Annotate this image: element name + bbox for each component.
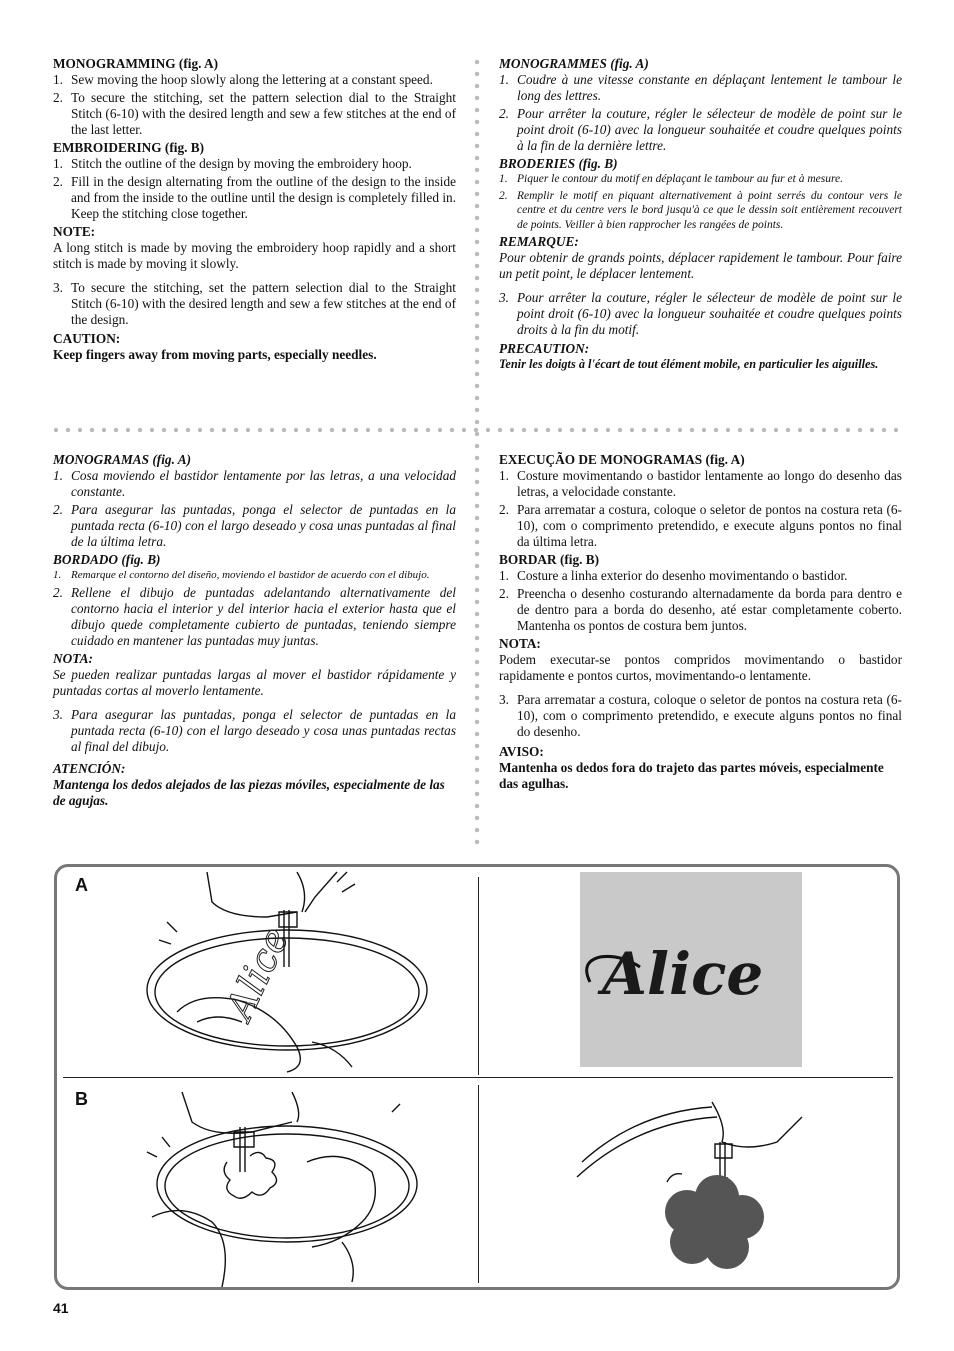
figure-horizontal-divider	[63, 1077, 893, 1078]
list-item: 2. Pour arrêter la couture, régler le sélecteur de modèle de point sur le point droit (6-10) avec la longueur souhaitée et coudre quelques points à la fin de la dernière lettre.	[499, 106, 902, 153]
fr-caution-text: Tenir les doigts à l'écart de tout élément mobile, en particulier les aiguilles.	[499, 357, 879, 371]
pt-bordar-heading: BORDAR (fig. B)	[499, 552, 600, 567]
list-item: 3. Pour arrêter la couture, régler le sélecteur de modèle de point sur le point droit (6-10) avec la longueur souhaitée et coudre quelques points droits à la fin du motif.	[499, 290, 902, 337]
en-embroidering-step-3	[53, 280, 456, 328]
pt-monogramas-steps	[499, 468, 902, 550]
vertical-dotted-divider	[474, 56, 480, 846]
page-number: 41	[53, 1300, 69, 1316]
list-item: 1. Cosa moviendo el bastidor lentamente por las letras, a una velocidad constante.	[53, 468, 456, 499]
spanish-section	[53, 452, 456, 809]
list-item: 2. Para asegurar las puntadas, ponga el selector de puntadas en la puntada recta (6-10) con el largo deseado y cosa unas puntadas al final de la última letra.	[53, 502, 456, 549]
monogram-sample-text: Alice	[602, 940, 764, 1008]
es-monogramas-steps	[53, 468, 456, 550]
portuguese-section	[499, 452, 902, 792]
list-item: 1. Remarque el contorno del diseño, moviendo el bastidor de acuerdo con el dibujo.	[53, 569, 430, 581]
pt-caution-title: AVISO:	[499, 744, 544, 759]
pt-note-text: Podem executar-se pontos compridos movimentando o bastidor rapidamente e pontos curtos, movimentando-o lentamente.	[499, 652, 902, 683]
list-item: 1. Coudre à une vitesse constante en déplaçant lentement le tambour le long des lettres.	[499, 72, 902, 103]
list-item: 2. Para arrematar a costura, coloque o seletor de pontos na costura reta (6-10), com o comprimento pretendido, e execute alguns pontos no final da última letra.	[499, 502, 902, 549]
figure-label-a: A	[75, 875, 88, 895]
pt-note-title: NOTA:	[499, 636, 541, 651]
en-note-text: A long stitch is made by moving the embroidery hoop rapidly and a short stitch is made by moving it slowly.	[53, 240, 456, 271]
english-section	[53, 56, 456, 363]
es-bordado-step-3	[53, 707, 456, 755]
es-bordado-steps	[53, 568, 456, 649]
fr-note-text: Pour obtenir de grands points, déplacer rapidement le tambour. Pour faire un petit point, le déplacer lentement.	[499, 250, 902, 281]
horizontal-dotted-divider	[50, 427, 902, 433]
list-item: 3. Para asegurar las puntadas, ponga el selector de puntadas en la puntada recta (6-10) con el largo deseado y cosa unas puntadas rectas al final del dibujo.	[53, 706, 456, 754]
es-caution-text: Mantenga los dedos alejados de las piezas móviles, especialmente de las de agujas.	[53, 776, 445, 808]
en-caution-text: Keep fingers away from moving parts, especially needles.	[53, 347, 377, 362]
fr-monogrammes-steps	[499, 72, 902, 154]
french-section	[499, 56, 902, 372]
es-bordado-heading: BORDADO (fig. B)	[53, 552, 161, 567]
list-item: 2. Preencha o desenho costurando alternadamente da borda para dentro e de dentro para a borda do desenho, até estar completamente coberto. Mantenha os pontos de costura bem juntos.	[499, 586, 902, 633]
figure-panel	[54, 864, 900, 1290]
monogramming-hoop-illustration	[137, 872, 457, 1072]
list-item: 1. Piquer le contour du motif en déplaçant le tambour au fur et à mesure.	[499, 173, 843, 185]
list-item: 1. Sew moving the hoop slowly along the lettering at a constant speed.	[53, 72, 433, 87]
list-item: 1. Stitch the outline of the design by moving the embroidery hoop.	[53, 156, 412, 171]
pt-caution-text: Mantenha os dedos fora do trajeto das partes móveis, especialmente das agulhas.	[499, 760, 884, 791]
es-note-title: NOTA:	[53, 650, 93, 666]
list-item: 3. To secure the stitching, set the pattern selection dial to the Straight Stitch (6-10) with the desired length and sew a few stitches at the end of the design.	[53, 280, 456, 327]
en-monogramming-heading: MONOGRAMMING (fig. A)	[53, 56, 219, 71]
pt-bordar-steps	[499, 568, 902, 634]
monogram-sample	[580, 872, 802, 1067]
es-monogramas-heading: MONOGRAMAS (fig. A)	[53, 452, 192, 467]
figure-label-b: B	[75, 1089, 88, 1109]
fr-caution-title: PRECAUTION:	[499, 341, 590, 356]
embroidering-hoop-illustration	[142, 1092, 462, 1287]
figure-vertical-divider-top	[478, 877, 479, 1075]
fr-broderies-heading: BRODERIES (fig. B)	[499, 156, 618, 171]
list-item: 2. To secure the stitching, set the pattern selection dial to the Straight Stitch (6-10) with the desired length and sew a few stitches at the end of the last letter.	[53, 90, 456, 137]
flower-shape	[665, 1175, 764, 1269]
fr-broderies-step-3	[499, 290, 902, 338]
en-note-title: NOTE:	[53, 224, 96, 239]
monogram-hoop-text: Alice	[217, 920, 298, 1026]
es-caution-title: ATENCIÓN:	[53, 760, 126, 776]
figure-vertical-divider-bottom	[478, 1085, 479, 1283]
embroidered-flower-illustration	[577, 1102, 877, 1287]
fr-monogrammes-heading: MONOGRAMMES (fig. A)	[499, 56, 649, 71]
en-embroidering-heading: EMBROIDERING (fig. B)	[53, 140, 205, 155]
en-embroidering-steps	[53, 156, 456, 222]
en-caution-title: CAUTION:	[53, 331, 121, 346]
pt-monogramas-heading: EXECUÇÃO DE MONOGRAMAS (fig. A)	[499, 452, 745, 467]
en-monogramming-steps	[53, 72, 456, 138]
list-item: 2. Rellene el dibujo de puntadas adelantando alternativamente del contorno hacia el interior y del interior hacia el exterior hasta que el dibujo quede completamente cubierto de puntadas, teniendo siempre cuidado en mantener las puntadas muy juntas.	[53, 584, 456, 648]
list-item: 1. Costure movimentando o bastidor lentamente ao longo do desenho das letras, a velocidade constante.	[499, 468, 902, 499]
fr-note-title: REMARQUE:	[499, 234, 579, 249]
list-item: 2. Fill in the design alternating from the outline of the design to the inside and from the inside to the outline until the design is completely filled in. Keep the stitching close together.	[53, 174, 456, 221]
list-item: 3. Para arrematar a costura, coloque o seletor de pontos na costura reta (6-10), com o comprimento pretendido, e execute alguns pontos no final do desenho.	[499, 692, 902, 739]
fr-broderies-steps	[499, 172, 902, 232]
list-item: 1. Costure a linha exterior do desenho movimentando o bastidor.	[499, 568, 848, 583]
list-item: 2. Remplir le motif en piquant alternativement à point serrés du contour vers le centre et du centre vers le bord jusqu'à ce que le dessin soit entièrement recouvert de points. Veiller à bien rapprocher les rangées de points.	[499, 189, 902, 231]
es-note-text: Se pueden realizar puntadas largas al mover el bastidor rápidamente y puntadas cortas al moverlo lentamente.	[53, 666, 456, 698]
pt-bordar-step-3	[499, 692, 902, 740]
